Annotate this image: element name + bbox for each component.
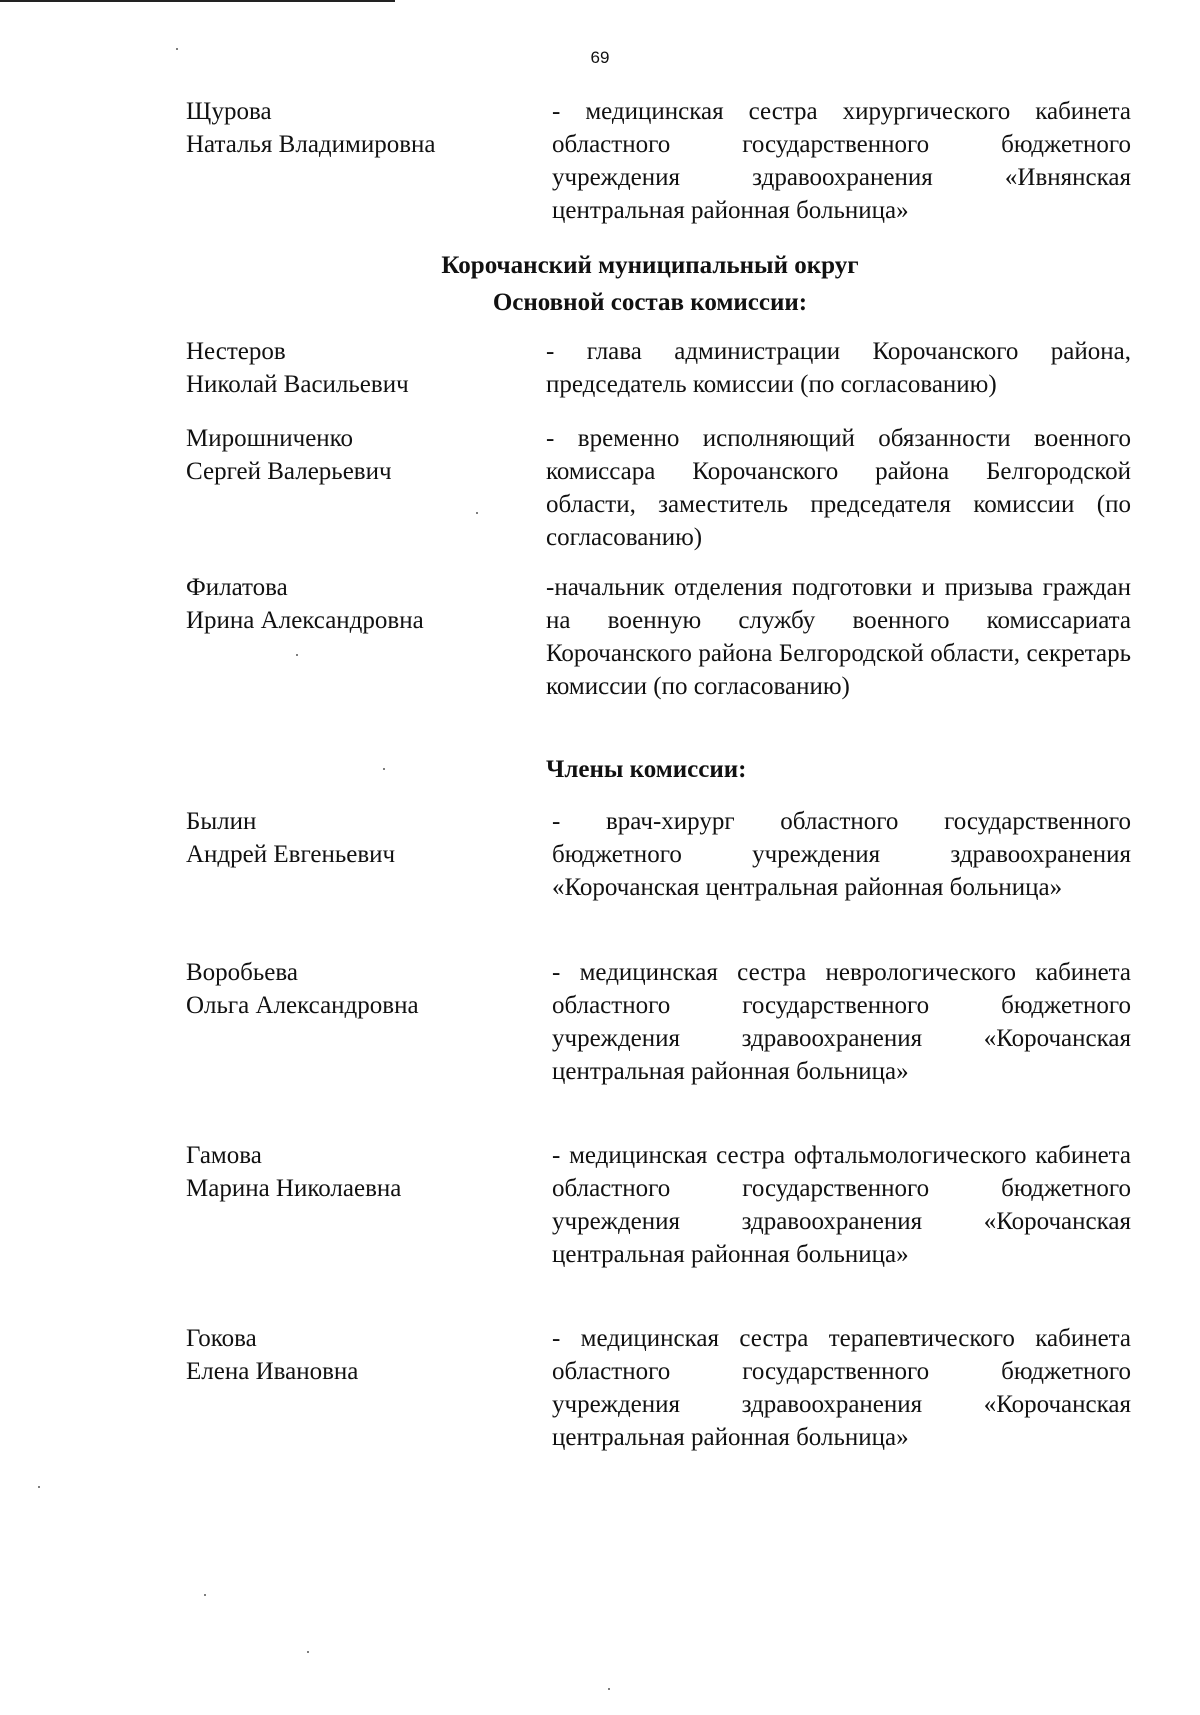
member-description: - глава администрации Корочанского района, председатель комиссии (по согласованию)	[546, 338, 1131, 398]
member-description: - врач-хирург областного государственного бюджетного учреждения здравоохранения «Корочанская центральная районная больница»	[552, 808, 1131, 901]
member-surname: Гокова	[186, 1325, 257, 1352]
member-surname: Воробьева	[186, 959, 298, 986]
member-name	[186, 956, 531, 1022]
scan-speck	[307, 1651, 309, 1653]
scan-speck	[608, 1688, 610, 1690]
member-surname: Гамова	[186, 1142, 262, 1169]
member-name	[186, 805, 531, 871]
member-description: -начальник отделения подготовки и призыва граждан на военную службу военного комиссариата Корочанского района Белгородской области, секретарь комиссии (по согласованию)	[546, 574, 1131, 700]
member-given-names: Андрей Евгеньевич	[186, 841, 396, 868]
member-description: - временно исполняющий обязанности военного комиссара Корочанского района Белгородской области, заместитель председателя комиссии (по согласованию)	[546, 425, 1131, 551]
member-surname: Былин	[186, 808, 257, 835]
page-number: 69	[590, 48, 610, 67]
member-description: - медицинская сестра терапевтического кабинета областного государственного бюджетного учреждения здравоохранения «Корочанская центральная районная больница»	[552, 1325, 1131, 1451]
scan-edge-line	[0, 0, 395, 2]
scan-speck	[476, 512, 478, 514]
members-heading: Члены комиссии:	[546, 756, 747, 783]
scan-speck	[204, 1594, 206, 1596]
member-description: - медицинская сестра хирургического кабинета областного государственного бюджетного учреждения здравоохранения «Ивнянская центральная районная больница»	[552, 98, 1131, 224]
scan-speck	[296, 654, 298, 656]
member-given-names: Николай Васильевич	[186, 371, 409, 398]
member-given-names: Сергей Валерьевич	[186, 458, 392, 485]
member-name	[186, 1322, 531, 1388]
member-name	[186, 95, 531, 161]
scan-speck	[383, 768, 385, 770]
member-surname: Филатова	[186, 574, 288, 601]
member-name	[186, 571, 531, 637]
section-subtitle: Основной состав комиссии:	[492, 289, 808, 316]
member-description: - медицинская сестра неврологического кабинета областного государственного бюджетного учреждения здравоохранения «Корочанская центральная районная больница»	[552, 959, 1131, 1085]
member-surname: Мирошниченко	[186, 425, 354, 452]
member-description: - медицинская сестра офтальмологического кабинета областного государственного бюджетного учреждения здравоохранения «Корочанская центральная районная больница»	[552, 1142, 1131, 1268]
member-surname: Нестеров	[186, 338, 286, 365]
member-surname: Щурова	[186, 98, 272, 125]
member-given-names: Марина Николаевна	[186, 1175, 402, 1202]
member-name	[186, 335, 531, 401]
section-title: Корочанский муниципальный округ	[441, 252, 859, 279]
member-name	[186, 1139, 531, 1205]
member-given-names: Елена Ивановна	[186, 1358, 359, 1385]
member-given-names: Наталья Владимировна	[186, 131, 436, 158]
member-given-names: Ольга Александровна	[186, 992, 419, 1019]
scan-speck	[38, 1486, 40, 1488]
member-given-names: Ирина Александровна	[186, 607, 424, 634]
member-name	[186, 422, 531, 488]
